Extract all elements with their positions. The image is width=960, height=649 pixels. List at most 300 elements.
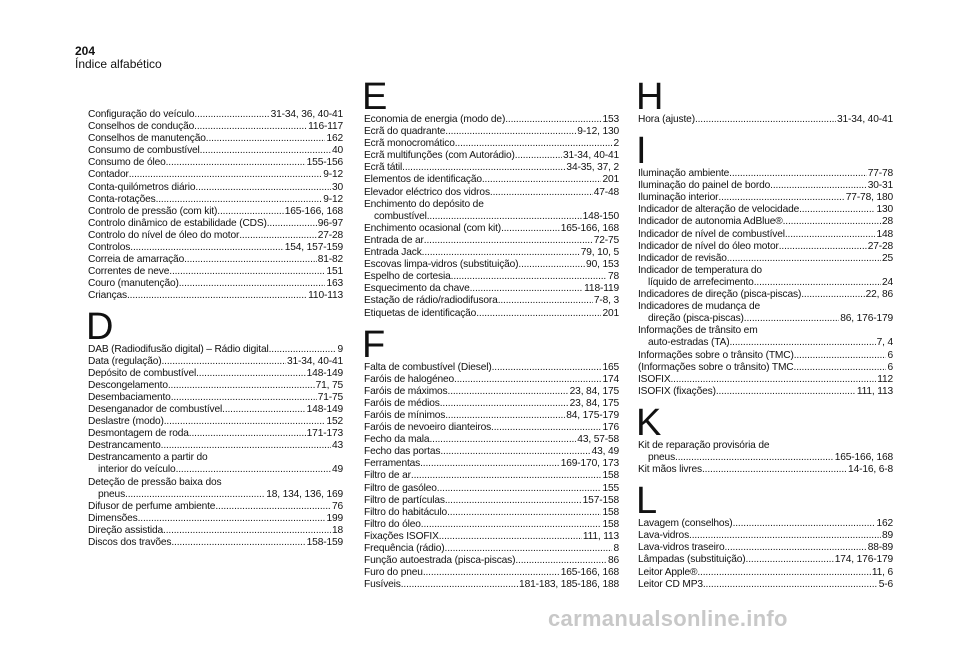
dot-leader (716, 386, 856, 398)
entry-pages: 110-113 (308, 290, 343, 302)
index-entry (364, 295, 619, 307)
index-entry-heading: Indicadores de mudança de (638, 301, 760, 313)
index-entry (638, 374, 893, 386)
entry-term: Crianças (88, 290, 127, 302)
dot-leader (783, 216, 881, 228)
dot-leader (671, 374, 877, 386)
entry-term: Filtro do óleo (364, 518, 421, 530)
entry-pages: 7-8, 3 (593, 295, 619, 307)
entry-term: Correia de amarração (88, 254, 185, 266)
entry-term: Controlos (88, 242, 131, 254)
entry-term: Difusor de perfume ambiente (88, 500, 216, 512)
index-entry-heading: Indicador de temperatura do (638, 264, 762, 276)
entry-term: ISOFIX (638, 373, 671, 385)
entry-pages: 157-158 (582, 494, 619, 506)
entry-term: Faróis de halogéneo (364, 373, 455, 385)
dot-leader (518, 259, 585, 271)
index-group-i-more (638, 350, 893, 398)
dot-leader (445, 495, 582, 507)
dot-leader (194, 109, 269, 121)
entry-term: Direção assistida (88, 524, 164, 536)
entry-pages: 165-166, 168 (560, 222, 619, 234)
index-letter-heading: I (636, 130, 647, 173)
entry-term: Estação de rádio/radiodifusora (364, 295, 498, 307)
index-entry (88, 218, 343, 230)
index-entry (88, 290, 343, 302)
entry-term: Filtro de partículas (364, 494, 445, 506)
entry-pages: 174 (602, 373, 619, 385)
entry-pages: 24 (881, 276, 893, 288)
dot-leader (470, 283, 584, 295)
entry-term: pneus (648, 451, 676, 463)
index-entry (638, 464, 893, 476)
dot-leader (702, 464, 847, 476)
index-entry (364, 259, 619, 271)
entry-term: Elevador eléctrico dos vidros (364, 186, 490, 198)
index-subentry (364, 211, 619, 223)
index-entry (364, 543, 619, 555)
entry-term: auto-estradas (TA) (648, 337, 730, 349)
entry-pages: 5-6 (878, 578, 893, 590)
index-entry (88, 416, 343, 428)
dot-leader (429, 434, 576, 446)
index-entry (638, 192, 893, 204)
entry-pages: 9-12 (323, 169, 343, 181)
index-entry (638, 289, 893, 301)
entry-pages: 96-97 (317, 217, 343, 229)
dot-leader (476, 308, 601, 320)
dot-leader (491, 422, 601, 434)
index-group-c (88, 109, 343, 303)
entry-pages: 79, 10, 5 (580, 247, 619, 259)
entry-pages: 112 (877, 373, 893, 385)
index-letter-heading: D (86, 305, 114, 348)
entry-term: pneus (98, 488, 126, 500)
entry-pages: 6 (887, 361, 893, 373)
entry-term: Deslastre (modo) (88, 416, 164, 428)
index-entry (88, 501, 343, 513)
dot-leader (402, 162, 565, 174)
index-entry (638, 253, 893, 265)
dot-leader (176, 464, 331, 476)
entry-pages: 152 (326, 416, 343, 428)
dot-leader (156, 194, 323, 206)
index-entry (88, 121, 343, 133)
index-entry (88, 525, 343, 537)
index-entry-heading: Enchimento do depósito de (364, 198, 484, 210)
entry-term: Descongelamento (88, 379, 168, 391)
entry-pages: 27-28 (317, 229, 343, 241)
entry-pages: 81-82 (317, 254, 343, 266)
index-column-1 (88, 109, 343, 549)
entry-pages: 22, 86 (865, 289, 893, 301)
index-entry (88, 230, 343, 242)
entry-pages: 148-149 (306, 403, 343, 415)
index-group-k (638, 464, 893, 476)
entry-pages: 6 (887, 349, 893, 361)
entry-pages: 9 (337, 343, 343, 355)
index-entry (638, 229, 893, 241)
entry-term: Contador (88, 169, 129, 181)
entry-pages: 162 (326, 133, 343, 145)
index-entry (638, 567, 893, 579)
dot-leader (196, 368, 306, 380)
index-letter-heading: L (636, 480, 657, 523)
dot-leader (794, 362, 887, 374)
index-entry (638, 518, 893, 530)
index-entry (364, 483, 619, 495)
index-entry (88, 368, 343, 380)
entry-pages: 176 (602, 422, 619, 434)
entry-term: Iluminação interior (638, 192, 719, 204)
index-entry (638, 204, 893, 216)
index-group-h (638, 114, 893, 126)
dot-leader (222, 404, 306, 416)
entry-pages: 49 (331, 464, 343, 476)
index-entry (364, 174, 619, 186)
entry-term: combustível (374, 210, 427, 222)
dot-leader (727, 253, 881, 265)
dot-leader (217, 206, 283, 218)
dot-leader (754, 277, 881, 289)
entry-pages: 77-78, 180 (845, 192, 893, 204)
entry-pages: 155-156 (306, 157, 343, 169)
entry-term: Indicador de revisão (638, 252, 727, 264)
index-entry (638, 180, 893, 192)
index-entry (88, 440, 343, 452)
entry-term: Couro (manutenção) (88, 278, 179, 290)
entry-term: Iluminação ambiente (638, 168, 730, 180)
entry-pages: 9-12, 130 (577, 126, 619, 138)
index-entry (364, 162, 619, 174)
index-entry (364, 531, 619, 543)
entry-pages: 43 (331, 440, 343, 452)
entry-pages: 31-34, 40-41 (563, 150, 619, 162)
entry-pages: 84, 175-179 (566, 409, 619, 421)
index-column-2 (362, 76, 619, 591)
index-entry (638, 579, 893, 591)
dot-leader (420, 458, 560, 470)
entry-pages: 30 (331, 181, 343, 193)
index-entry (88, 380, 343, 392)
dot-leader (770, 180, 867, 192)
entry-term: Controlo dinâmico de estabilidade (CDS) (88, 217, 267, 229)
entry-term: Entrada de ar (364, 234, 424, 246)
entry-term: Controlo de pressão (com kit) (88, 205, 218, 217)
entry-pages: 154, 157-159 (284, 242, 343, 254)
entry-pages: 162 (876, 518, 893, 530)
index-subentry-group (638, 277, 893, 289)
entry-term: Leitor Apple® (638, 566, 698, 578)
dot-leader (492, 362, 602, 374)
dot-leader (437, 483, 602, 495)
entry-pages: 165-166, 168 (560, 567, 619, 579)
index-entry (364, 223, 619, 235)
dot-leader (169, 266, 325, 278)
entry-pages: 18, 134, 136, 169 (266, 488, 343, 500)
dot-leader (164, 416, 326, 428)
entry-term: DAB (Radiodifusão digital) – Rádio digital (88, 343, 269, 355)
entry-pages: 111, 113 (582, 530, 619, 542)
dot-leader (718, 192, 844, 204)
index-entry (364, 567, 619, 579)
dot-leader (440, 398, 569, 410)
entry-term: Frequência (rádio) (364, 543, 445, 554)
dot-leader (515, 555, 607, 567)
entry-term: Faróis de nevoeiro dianteiros (364, 422, 492, 434)
entry-term: Discos dos travões (88, 537, 172, 548)
dot-leader (501, 223, 560, 235)
entry-pages: 25 (881, 252, 893, 264)
index-entry (638, 530, 893, 542)
entry-term: ISOFIX (fixações) (638, 385, 716, 397)
index-subentry-group (638, 313, 893, 325)
index-column-3 (636, 76, 893, 591)
dot-leader (799, 204, 875, 216)
entry-term: Configuração do veículo (88, 109, 195, 120)
index-entry (364, 187, 619, 199)
page-number: 204 (75, 44, 96, 58)
index-entry (364, 114, 619, 126)
entry-pages: 47-48 (593, 186, 619, 198)
entry-term: Faróis de mínimos (364, 409, 446, 421)
dot-leader (215, 501, 331, 513)
dot-leader (746, 554, 834, 566)
index-entry-heading: Kit de reparação provisória de (638, 439, 770, 451)
index-entry (88, 392, 343, 404)
index-entry (88, 254, 343, 266)
index-entry (364, 126, 619, 138)
entry-term: Filtro de ar (364, 470, 411, 482)
dot-leader (695, 114, 836, 126)
index-entry (88, 169, 343, 181)
dot-leader (445, 543, 613, 555)
dot-leader (482, 174, 602, 186)
dot-leader (184, 254, 317, 266)
index-subentry (638, 337, 893, 349)
dot-leader (423, 567, 560, 579)
index-entry (638, 350, 893, 362)
index-subentry-group (88, 464, 343, 476)
entry-pages: 165-166, 168 (834, 451, 893, 463)
entry-pages: 18 (331, 524, 343, 536)
entry-term: Consumo de óleo (88, 157, 166, 169)
entry-term: líquido de arrefecimento (648, 276, 754, 288)
entry-term: Faróis de máximos (364, 385, 448, 397)
dot-leader (724, 542, 866, 554)
entry-pages: 30-31 (867, 180, 893, 192)
index-entry (364, 495, 619, 507)
dot-leader (239, 230, 316, 242)
dot-leader (439, 531, 582, 543)
entry-pages: 8 (613, 543, 619, 554)
entry-term: Lavagem (conselhos) (638, 518, 733, 530)
entry-pages: 7, 4 (876, 337, 893, 349)
dot-leader (703, 579, 878, 591)
entry-term: Lava-vidros traseiro (638, 542, 725, 554)
entry-pages: 111, 113 (856, 385, 893, 397)
index-group-i (638, 168, 893, 265)
entry-term: Desmontagem de roda (88, 428, 189, 440)
index-group-d (88, 344, 343, 453)
entry-term: (Informações sobre o trânsito) TMC (638, 361, 794, 373)
entry-term: Lâmpadas (substituição) (638, 554, 746, 566)
entry-term: Faróis de médios (364, 397, 440, 409)
index-subentry-group (638, 337, 893, 349)
dot-leader (195, 182, 331, 194)
entry-term: Entrada Jack (364, 247, 422, 259)
entry-term: Informações sobre o trânsito (TMC) (638, 349, 794, 361)
entry-pages: 181-183, 185-186, 188 (519, 579, 619, 591)
entry-pages: 155 (602, 482, 619, 494)
index-entry (364, 422, 619, 434)
entry-term: Fecho da mala (364, 434, 430, 446)
index-entry (638, 362, 893, 374)
entry-term: Lava-vidros (638, 530, 690, 542)
dot-leader (161, 356, 286, 368)
dot-leader (267, 218, 317, 230)
entry-pages: 34-35, 37, 2 (566, 162, 619, 174)
dot-leader (498, 295, 593, 307)
dot-leader (424, 235, 593, 247)
entry-term: Enchimento ocasional (com kit) (364, 222, 502, 234)
dot-leader (733, 518, 876, 530)
index-entry (88, 157, 343, 169)
index-entry (88, 513, 343, 525)
entry-term: Destrancamento (88, 440, 161, 452)
entry-term: Iluminação do painel de bordo (638, 180, 771, 192)
index-entry (364, 386, 619, 398)
dot-leader (454, 374, 601, 386)
entry-term: Ferramentas (364, 458, 421, 470)
entry-term: Hora (ajuste) (638, 114, 695, 125)
index-subentry-group (364, 211, 619, 223)
index-entry (88, 537, 343, 549)
entry-pages: 14-16, 6-8 (848, 464, 893, 476)
entry-pages: 118-119 (584, 283, 619, 295)
index-entry (88, 242, 343, 254)
entry-term: Espelho de cortesia (364, 271, 451, 283)
index-subentry (638, 313, 893, 325)
index-entry (364, 507, 619, 519)
dot-leader (171, 392, 317, 404)
index-entry (88, 428, 343, 440)
dot-leader (401, 579, 518, 591)
entry-pages: 90, 153 (586, 259, 619, 271)
entry-pages: 163 (326, 278, 343, 290)
dot-leader (689, 530, 881, 542)
dot-leader (269, 344, 337, 356)
entry-term: Indicador de nível do óleo motor (638, 240, 779, 252)
entry-pages: 151 (326, 266, 343, 278)
entry-term: Indicadores de direção (pisca-piscas) (638, 289, 802, 301)
index-entry (638, 216, 893, 228)
dot-leader (421, 519, 602, 531)
dot-leader (445, 126, 576, 138)
entry-pages: 11, 6 (871, 566, 893, 578)
index-entry-group (638, 289, 893, 301)
entry-term: interior do veículo (98, 464, 176, 476)
dot-leader (163, 525, 331, 537)
index-entry (364, 519, 619, 531)
dot-leader (455, 138, 613, 150)
dot-leader (161, 440, 331, 452)
entry-term: Elementos de identificação (364, 174, 482, 186)
index-entry (364, 362, 619, 374)
dot-leader (200, 145, 331, 157)
entry-term: Ecrã monocromático (364, 138, 455, 150)
index-entry (88, 278, 343, 290)
entry-pages: 9-12 (323, 193, 343, 205)
entry-term: Furo do pneu (364, 567, 423, 579)
index-entry (364, 434, 619, 446)
entry-pages: 158 (602, 470, 619, 482)
index-letter-heading: F (362, 323, 386, 366)
entry-pages: 116-117 (308, 121, 343, 133)
index-group-d-more (88, 501, 343, 549)
dot-leader (448, 386, 569, 398)
entry-term: Desembaciamento (88, 391, 171, 403)
index-entry (638, 168, 893, 180)
index-entry (364, 579, 619, 591)
index-entry (364, 410, 619, 422)
entry-pages: 89 (881, 530, 893, 542)
index-entry (364, 271, 619, 283)
entry-term: Falta de combustível (Diesel) (364, 361, 492, 373)
index-entry (364, 138, 619, 150)
dot-leader (729, 168, 867, 180)
dot-leader (675, 452, 834, 464)
index-entry (364, 555, 619, 567)
index-letter-heading: H (636, 76, 664, 118)
entry-pages: 199 (326, 512, 343, 524)
index-entry (638, 554, 893, 566)
entry-term: Data (regulação) (88, 355, 162, 367)
dot-leader (427, 211, 582, 223)
index-subentry-group (638, 452, 893, 464)
entry-term: Kit mãos livres (638, 464, 702, 476)
page-title: Índice alfabético (75, 57, 162, 71)
entry-term: Esquecimento da chave (364, 283, 470, 295)
entry-pages: 31-34, 40-41 (287, 355, 343, 367)
entry-term: Filtro do habitáculo (364, 506, 448, 518)
index-entry (88, 206, 343, 218)
watermark: carmanualsonline.info (548, 606, 788, 631)
index-entry (364, 150, 619, 162)
index-entry (638, 114, 893, 126)
entry-term: Conselhos de condução (88, 121, 195, 133)
entry-pages: 77-78 (867, 168, 893, 180)
dot-leader (129, 169, 322, 181)
dot-leader (127, 290, 307, 302)
entry-term: Ecrã do quadrante (364, 126, 446, 138)
index-entry (88, 356, 343, 368)
dot-leader (697, 567, 870, 579)
entry-pages: 43, 57-58 (577, 434, 619, 446)
dot-leader (785, 229, 876, 241)
entry-pages: 158-159 (306, 537, 343, 548)
dot-leader (794, 350, 887, 362)
entry-pages: 88-89 (867, 542, 893, 554)
entry-term: Controlo do nível de óleo do motor (88, 229, 240, 241)
index-entry (364, 470, 619, 482)
entry-pages: 78 (607, 271, 619, 283)
entry-term: Dimensões (88, 512, 138, 524)
entry-pages: 40 (331, 145, 343, 157)
entry-term: Conta-rotações (88, 193, 156, 205)
dot-leader (138, 513, 326, 525)
entry-pages: 169-170, 173 (560, 458, 619, 470)
